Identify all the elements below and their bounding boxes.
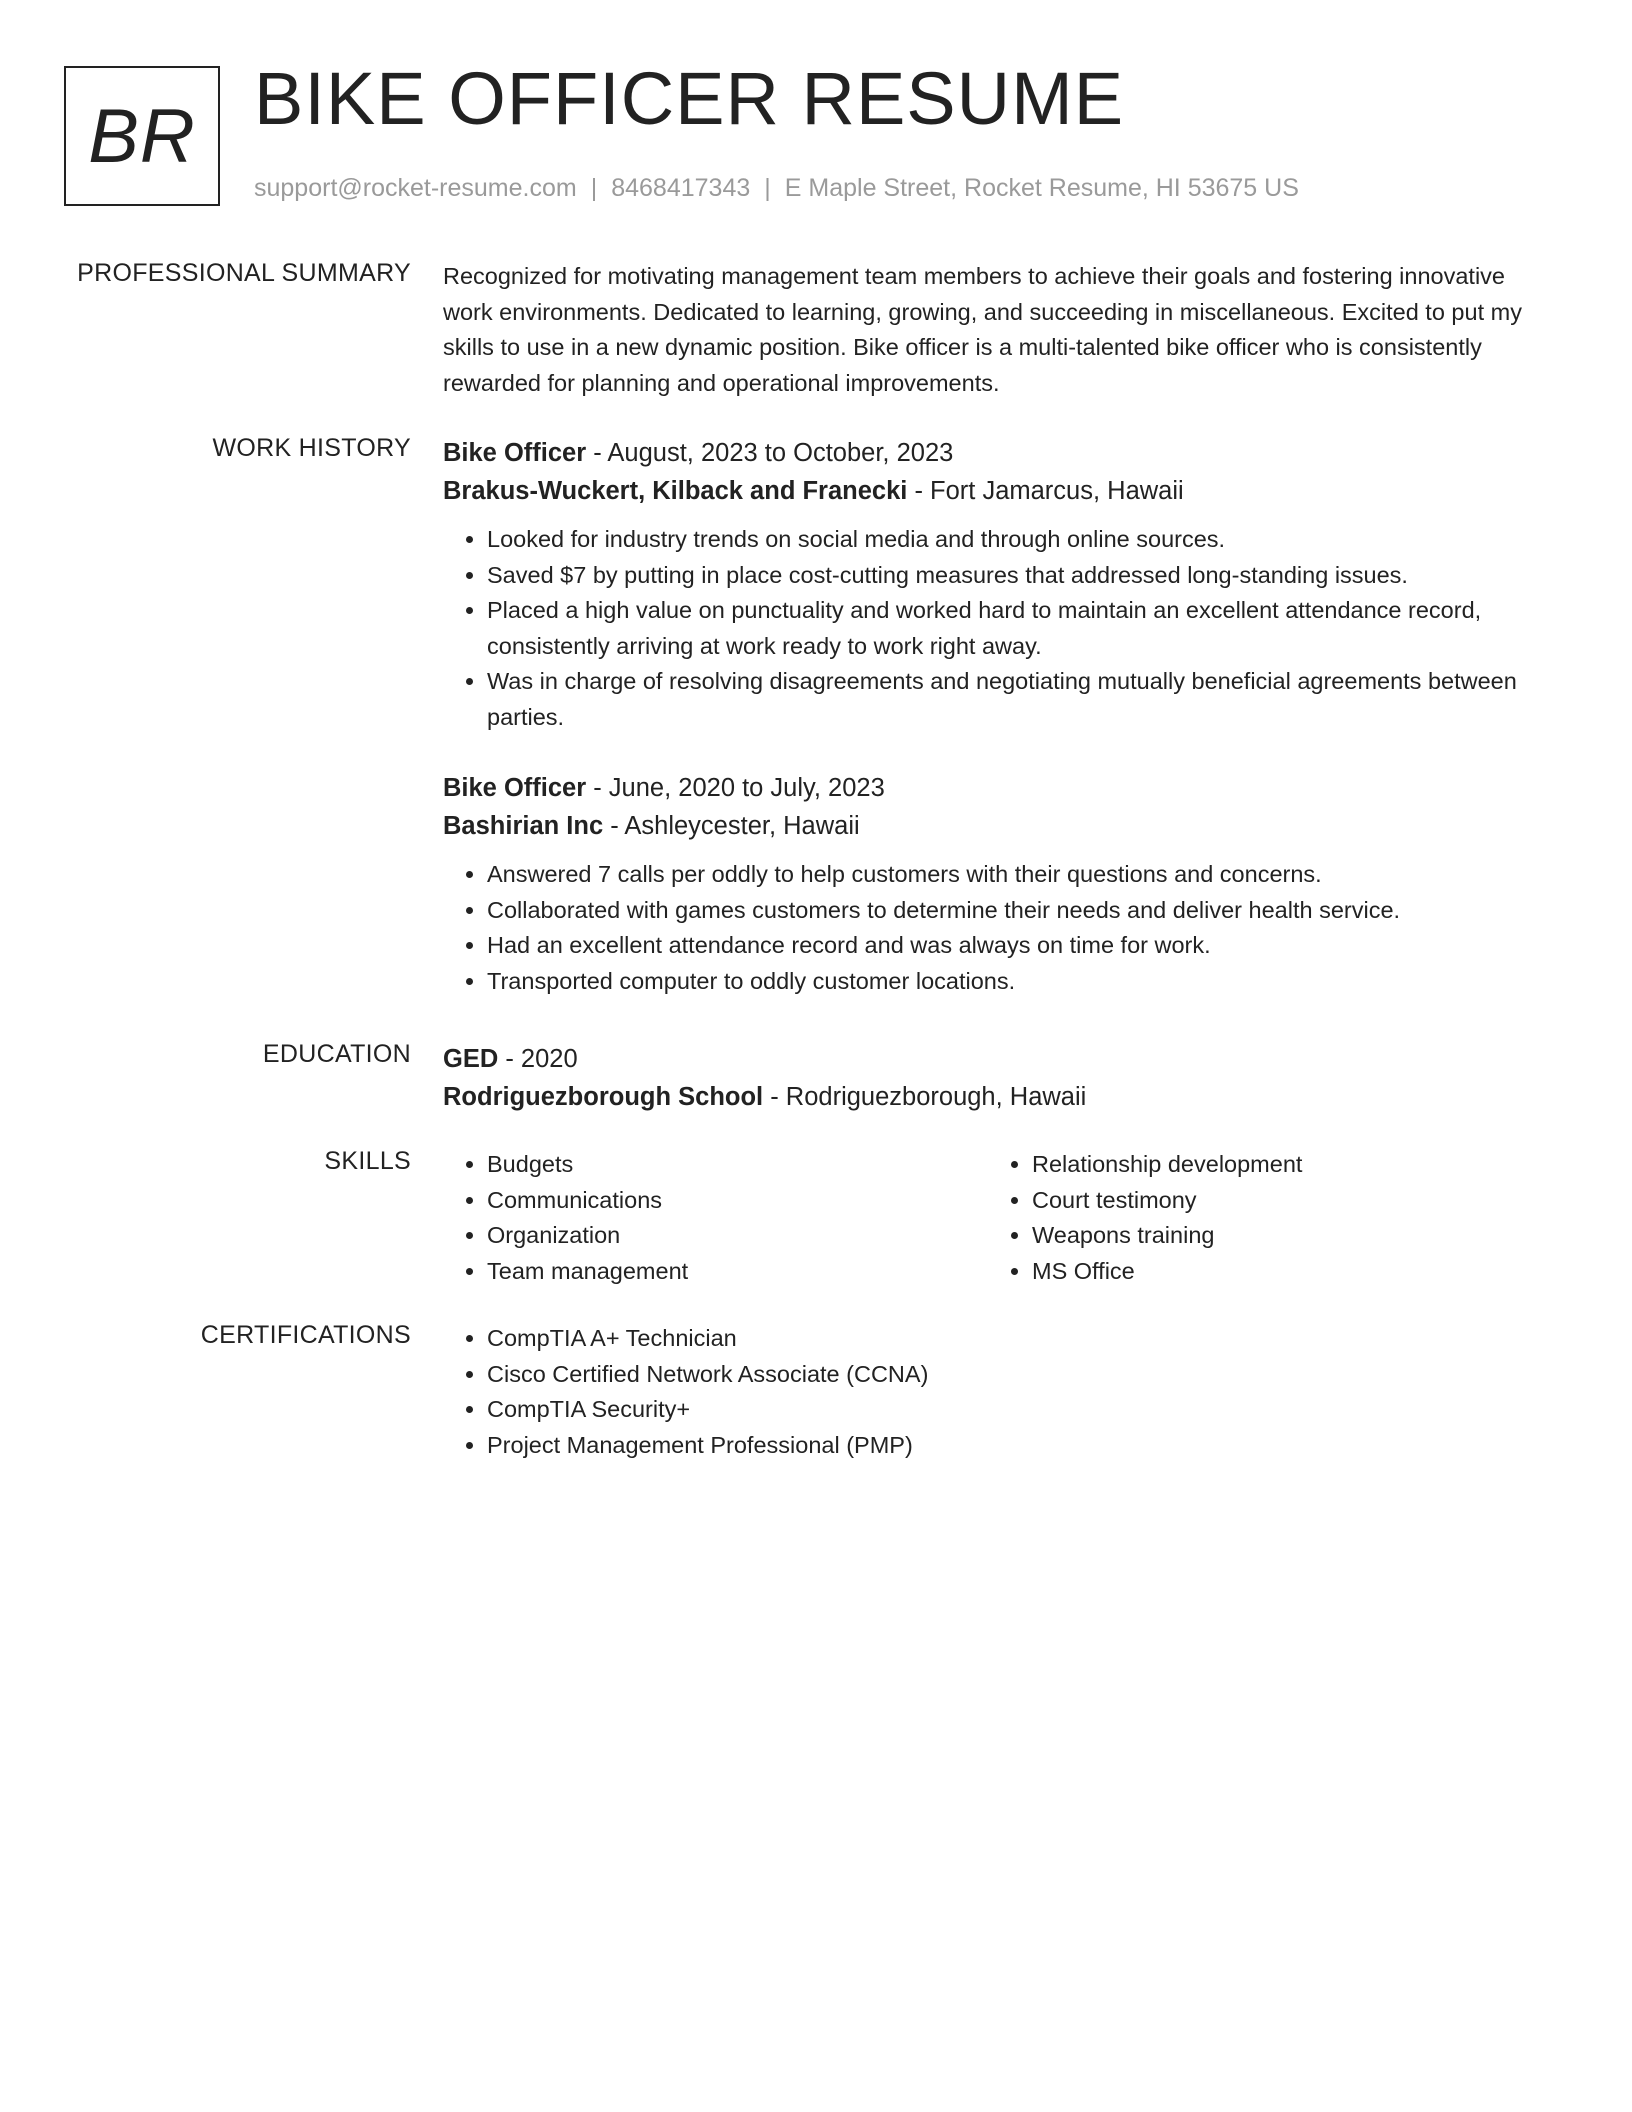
education-school: Rodriguezborough School [443, 1083, 764, 1111]
skill-item: • Organization [487, 1218, 988, 1254]
summary-body [443, 259, 1543, 401]
education-school-line [443, 1078, 1543, 1116]
job-company: Bashirian Inc [443, 812, 604, 840]
job-location: - Fort Jamarcus, Hawaii [907, 477, 1184, 505]
page-title: BIKE OFFICER RESUME [254, 57, 1125, 140]
contact-phone[interactable]: 8468417343 [611, 174, 751, 202]
job-bullet: • Collaborated with games customers to determine their needs and deliver health service. [487, 893, 1543, 929]
contact-separator: | [590, 174, 598, 202]
job-dates: - June, 2020 to July, 2023 [586, 774, 885, 802]
job-bullet: • Transported computer to oddly customer locations. [487, 964, 1543, 1000]
certification-item: • Cisco Certified Network Associate (CCNA) [487, 1357, 1543, 1393]
job-bullet: • Looked for industry trends on social media and through online sources. [487, 522, 1543, 558]
education-year: - 2020 [498, 1045, 578, 1073]
skills-list [988, 1147, 1533, 1289]
job-title-line [443, 434, 1543, 472]
skills-body [443, 1147, 1543, 1289]
skills-grid [443, 1147, 1543, 1289]
certifications-body [443, 1321, 1543, 1463]
education-degree-line [443, 1040, 1543, 1078]
job-location: - Ashleycester, Hawaii [603, 812, 860, 840]
contact-separator: | [764, 174, 771, 202]
job-entry [443, 434, 1543, 735]
job-bullet: • Had an excellent attendance record and was always on time for work. [487, 928, 1543, 964]
certification-item: • CompTIA A+ Technician [487, 1321, 1543, 1357]
job-bullet: • Was in charge of resolving disagreements and negotiating mutually beneficial agreements between parties. [487, 664, 1543, 735]
skill-item: • Court testimony [1032, 1183, 1533, 1219]
certification-item: • CompTIA Security+ [487, 1392, 1543, 1428]
job-bullet: • Answered 7 calls per oddly to help customers with their questions and concerns. [487, 857, 1543, 893]
contact-line [254, 174, 1299, 203]
job-company: Brakus-Wuckert, Kilback and Franecki [443, 477, 908, 505]
section-label-education: EDUCATION [262, 1040, 411, 1068]
job-title: Bike Officer [443, 439, 587, 467]
skills-column-left [443, 1147, 988, 1289]
job-bullets [443, 522, 1543, 735]
education-body [443, 1040, 1543, 1116]
summary-text: Recognized for motivating management team members to achieve their goals and fostering innovative work environments. Dedicated to learning, growing, and succeeding in miscellaneous. Excited to put my skills to use in a new dynamic position. Bike officer is a multi-talented bike officer who is consistently rewarded for planning and operational improvements. [443, 263, 1522, 396]
job-title: Bike Officer [443, 774, 587, 802]
monogram-logo: BR [64, 66, 220, 206]
job-company-line [443, 472, 1543, 510]
section-label-certifications: CERTIFICATIONS [200, 1321, 411, 1349]
contact-email[interactable]: support@rocket-resume.com [254, 174, 577, 202]
job-title-line [443, 769, 1543, 807]
education-degree: GED [443, 1045, 499, 1073]
skill-item: • Relationship development [1032, 1147, 1533, 1183]
job-bullets [443, 857, 1543, 999]
education-location: - Rodriguezborough, Hawaii [763, 1083, 1087, 1111]
section-label-summary: PROFESSIONAL SUMMARY [77, 259, 411, 287]
skills-list [443, 1147, 988, 1289]
skill-item: • Team management [487, 1254, 988, 1290]
work-history-body [443, 434, 1543, 999]
job-dates: - August, 2023 to October, 2023 [586, 439, 954, 467]
section-label-skills: SKILLS [324, 1147, 411, 1175]
certifications-list [443, 1321, 1543, 1463]
skill-item: • Weapons training [1032, 1218, 1533, 1254]
job-bullet: • Saved $7 by putting in place cost-cutting measures that addressed long-standing issues. [487, 558, 1543, 594]
job-bullet: • Placed a high value on punctuality and worked hard to maintain an excellent attendance record, consistently arriving at work ready to work right away. [487, 593, 1543, 664]
skill-item: • Budgets [487, 1147, 988, 1183]
skills-column-right [988, 1147, 1533, 1289]
skill-item: • MS Office [1032, 1254, 1533, 1290]
skill-item: • Communications [487, 1183, 988, 1219]
section-label-work-history: WORK HISTORY [212, 434, 411, 462]
job-company-line [443, 807, 1543, 845]
job-entry [443, 769, 1543, 999]
contact-address: E Maple Street, Rocket Resume, HI 53675 US [784, 174, 1299, 202]
certification-item: • Project Management Professional (PMP) [487, 1428, 1543, 1464]
